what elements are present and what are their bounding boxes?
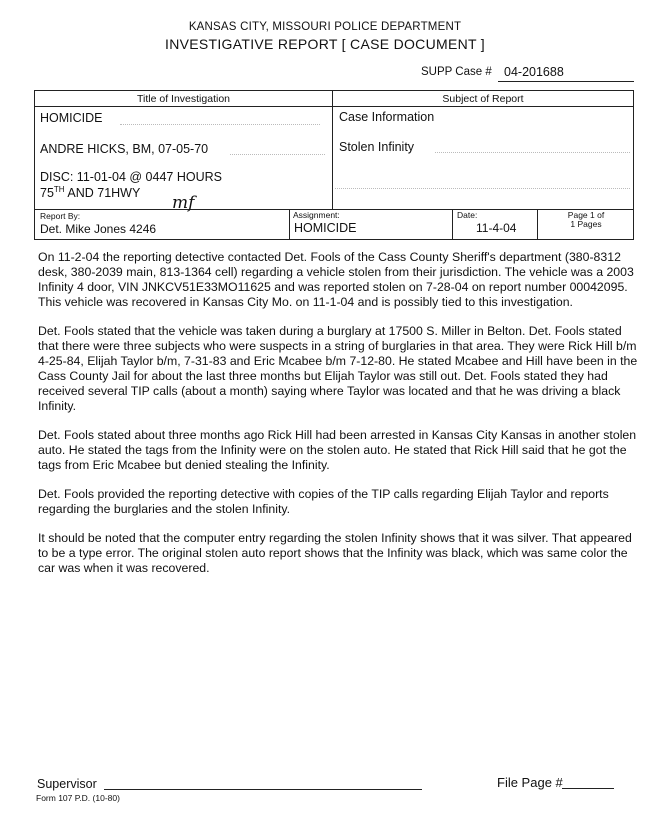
table-divider-assignment xyxy=(289,209,290,240)
supp-case-underline xyxy=(498,81,634,82)
narrative-paragraph: Det. Fools stated that the vehicle was taken during a burglary at 17500 S. Miller in Belton. Det. Fools stated that there were three subjects who were suspects in a string of burglaries in that area. They were Rick Hill b/m 4-25-84, Elijah Taylor b/m, 7-31-83 and Eric Mcabee b/m 7-12-80. He stated Mcabee and Hill have been in the Cass County Jail for about the last three months but Elijah Taylor was still out. Det. Fools stated they had received several TIP calls (about a month) saying where Taylor was located and that he was driving a black Infinity. xyxy=(38,324,638,413)
narrative-paragraph: Det. Fools stated about three months ago Rick Hill had been arrested in Kansas City Kansas in another stolen auto. He stated the tags from the Infinity were on the stolen auto. He stated that Rick Hill said that he got the tags from Eric Mcabee but denied stealing the Infinity. xyxy=(38,428,637,472)
narrative-paragraph: Det. Fools provided the reporting detective with copies of the TIP calls regarding Elijah Taylor and reports regarding the burglaries and the stolen Infinity. xyxy=(38,487,609,516)
assignment-value: HOMICIDE xyxy=(294,221,357,235)
form-number: Form 107 P.D. (10-80) xyxy=(36,793,120,803)
subject-line-case-information: Case Information xyxy=(339,110,435,124)
supp-case-label: SUPP Case # xyxy=(421,66,492,78)
supervisor-signature-line xyxy=(104,789,422,790)
department-name: KANSAS CITY, MISSOURI POLICE DEPARTMENT xyxy=(188,21,462,33)
case-header-table xyxy=(34,90,634,240)
location-street-name: AND 71HWY xyxy=(67,186,141,201)
page-count-value: 1 Pages xyxy=(570,219,602,229)
table-divider-vertical xyxy=(332,91,333,209)
supp-case-number: 04-201688 xyxy=(504,65,564,79)
fill-dots xyxy=(230,154,325,155)
table-divider-heading xyxy=(35,106,633,107)
supervisor-label: Supervisor xyxy=(37,777,97,791)
title-line-discovered: DISC: 11-01-04 @ 0447 HOURS xyxy=(40,170,222,184)
report-by-label: Report By: xyxy=(40,211,81,221)
narrative-paragraph: It should be noted that the computer entry regarding the stolen Infinity shows that it was silver. That appeared to be a type error. The original stolen auto report shows that the Infinity was black, which was same color the car was when it was recovered. xyxy=(38,531,632,575)
date-label: Date: xyxy=(457,210,478,220)
title-line-victim: ANDRE HICKS, BM, 07-05-70 xyxy=(40,142,209,156)
file-page-label: File Page # xyxy=(497,775,563,790)
fill-dots xyxy=(120,124,320,125)
report-by-value: Det. Mike Jones 4246 xyxy=(40,222,157,236)
page-of-label: Page 1 of xyxy=(567,210,605,220)
title-line-location xyxy=(40,185,140,200)
narrative-paragraph: On 11-2-04 the reporting detective contacted Det. Fools of the Cass County Sheriff's department (380-8312 desk, 380-2039 main, 813-1364 cell) regarding a vehicle stolen from their jurisdiction. The vehicle was a 2003 Infinity 4 door, VIN JNKCV51E33MO11625 and was reported stolen on 7-28-04 on report number 00042095. This vehicle was recovered in Kansas City Mo. on 11-1-04 and is possibly tied to this investigation. xyxy=(38,250,634,309)
table-divider-date xyxy=(452,209,453,240)
handwritten-initials: mf xyxy=(172,193,195,213)
location-ordinal-suffix: TH xyxy=(53,185,65,194)
date-value: 11-4-04 xyxy=(476,221,517,235)
fill-dots xyxy=(335,188,630,189)
location-street-number: 75 xyxy=(40,186,54,201)
file-page-line xyxy=(562,788,614,789)
title-of-investigation-heading: Title of Investigation xyxy=(137,93,230,105)
subject-of-report-heading: Subject of Report xyxy=(442,93,524,105)
assignment-label: Assignment: xyxy=(293,210,340,220)
fill-dots xyxy=(435,152,630,153)
report-type-title: INVESTIGATIVE REPORT [ CASE DOCUMENT ] xyxy=(165,36,485,52)
subject-line-stolen-infinity: Stolen Infinity xyxy=(339,140,415,154)
report-narrative xyxy=(38,250,638,590)
title-line-homicide: HOMICIDE xyxy=(40,111,103,125)
